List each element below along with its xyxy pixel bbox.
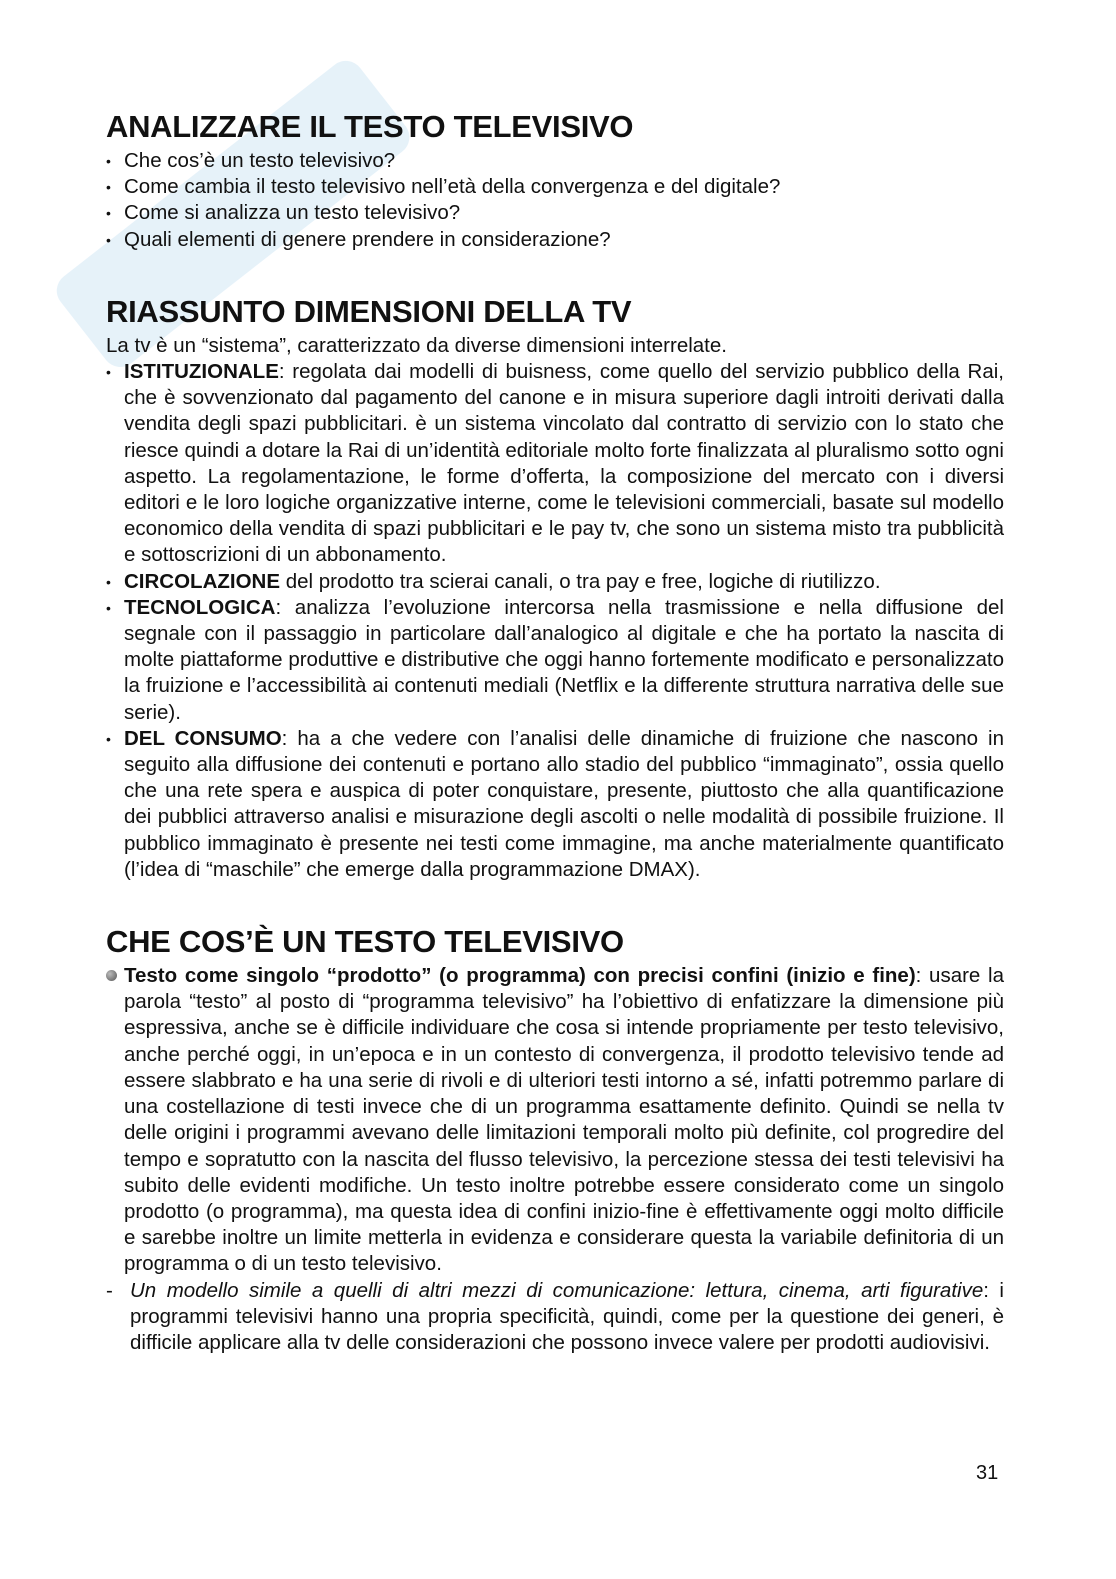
dimension-list [106, 359, 1004, 883]
dimension-text: : ha a che vedere con l’analisi delle dinamiche di fruizione che nascono in seguito alla diffusione dei contenuti e portano allo stadio del pubblico “immaginato”, ossia quello che una rete spera e auspica di poter conquistare, presente, piuttosto che alla quantificazione dei pubblici attraverso analisi e misurazione degli ascolti o nelle modalità di possibile fruizione. Il pubblico immaginato è presente nei testi come immagine, ma anche materialmente quantificato (l’idea di “maschile” che emerge dalla programmazione DMAX). [124, 726, 1004, 881]
list-item: • Come cambia il testo televisivo nell’età della convergenza e del digitale? [106, 174, 1004, 200]
dimension-term: CIRCOLAZIONE [124, 569, 281, 593]
list-item [106, 569, 1004, 595]
list-item [106, 963, 1004, 1277]
item-text: : i programmi televisivi hanno una propria specificità, quindi, come per la questione dei generi, è difficile applicare alla tv delle considerazioni che possono invece valere per prodotti audiovisivi. [130, 1278, 1004, 1354]
item-text: : usare la parola “testo” al posto di “programma televisivo” ha l’obiettivo di enfatizzare la dimensione più espressiva, anche se è difficile individuare che cosa si intende propriamente per testo televisivo, anche perché oggi, in un’epoca e in un contesto di convergenza, il prodotto televisivo tende ad essere slabbrato e ha una serie di rivoli e di ulteriori testi intorno a sé, infatti potremmo parlare di una costellazione di testi invece che di un programma esattamente definito. Quindi se nella tv delle origini i programmi avevano delle limitazioni temporali molto più definite, col progredire del tempo e sopratutto con la nascita del flusso televisivo, la percezione stessa dei testi televisivi ha subito delle evidenti modifiche. Un testo inoltre potrebbe essere considerato come un singolo prodotto (o programma), ma questa idea di confini inizio-fine è effettivamente oggi molto difficile e sarebbe inoltre un limite metterla in evidenza e considerare questa la variabile definitoria di un programma o di un testo televisivo. [124, 964, 1004, 1276]
list-item [106, 359, 1004, 569]
list-item [106, 595, 1004, 726]
list-item: • Che cos’è un testo televisivo? [106, 148, 1004, 174]
document-page [106, 108, 1004, 1356]
dimension-text: : regolata dai modelli di buisness, come quello del servizio pubblico della Rai, che è sovvenzionato dal pagamento del canone e in misura superiore dagli introiti derivati dalla vendita degli spazi pubblicitari. è un sistema vincolato dal contratto di servizio con lo stato che riesce quindi a dotare la Rai di un’identità editoriale molto forte finalizzata al pluralismo sotto ogni aspetto. La regolamentazione, le forme d’offerta, la composizione del mercato con i diversi editori e le loro logiche organizzative interne, come le televisioni commerciali, basate sul modello economico della vendita di spazi pubblicitari e le pay tv, che sono un sistema misto tra pubblicità e sottoscrizioni di un abbonamento. [124, 360, 1004, 567]
section-intro: La tv è un “sistema”, caratterizzato da diverse dimensioni interrelate. [106, 333, 727, 357]
section-title-dimensioni: RIASSUNTO DIMENSIONI DELLA TV [106, 293, 632, 329]
section-title-testo: CHE COS’È UN TESTO TELEVISIVO [106, 924, 624, 960]
dimension-term: TECNOLOGICA [124, 595, 276, 619]
item-heading: Un modello simile a quelli di altri mezzi di comunicazione: lettura, cinema, arti figurative [130, 1278, 984, 1302]
section-title-analizzare: ANALIZZARE IL TESTO TELEVISIVO [106, 109, 634, 144]
item-heading: Testo come singolo “prodotto” (o programma) con precisi confini (inizio e fine) [124, 964, 916, 988]
dimension-term: ISTITUZIONALE [124, 360, 279, 384]
round-bullet-icon [106, 970, 117, 981]
dash-bullet: - [106, 1278, 113, 1302]
list-item [106, 726, 1004, 883]
dimension-term: DEL CONSUMO [124, 726, 282, 750]
list-item: • Come si analizza un testo televisivo? [106, 200, 1004, 226]
page-number: 31 [976, 1462, 999, 1484]
list-item: • Quali elementi di genere prendere in considerazione? [106, 227, 1004, 253]
list-item [106, 1278, 1004, 1357]
dimension-text: del prodotto tra scierai canali, o tra pay e free, logiche di riutilizzo. [280, 569, 881, 593]
dimension-text: : analizza l’evoluzione intercorsa nella trasmissione e nella diffusione del segnale con il passaggio in particolare dall’analogico al digitale e che ha portato la nascita di molte piattaforme produttive e distributive che oggi hanno fortemente modificato e personalizzato la fruizione e l’accessibilità ai contenuti mediali (Netflix e la differente struttura narrativa delle sue serie). [124, 595, 1004, 724]
question-list [106, 148, 1004, 253]
